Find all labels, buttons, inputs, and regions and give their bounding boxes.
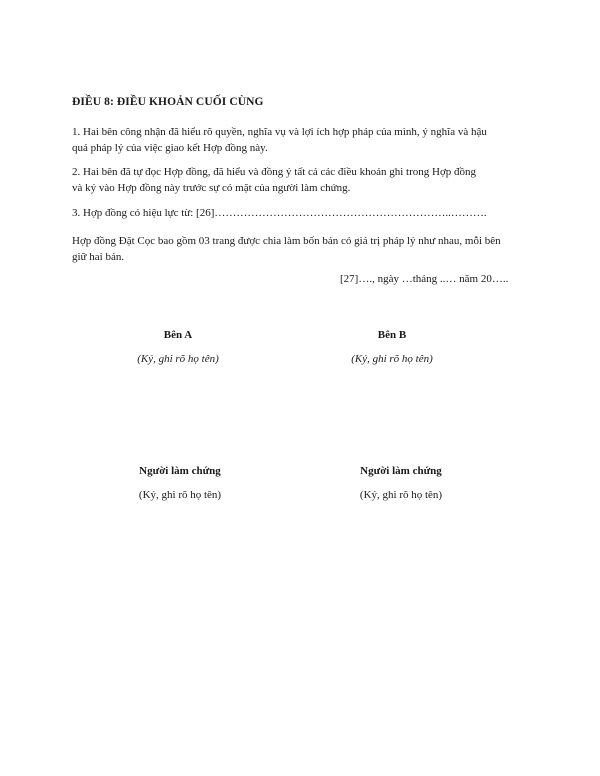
paragraph-line: giữ hai bản. [72, 251, 125, 263]
paragraph-line: Hợp đồng Đặt Cọc bao gồm 03 trang được chia làm bốn bản có giá trị pháp lý như nhau, mỗi bên [72, 235, 501, 247]
paragraph-line: 1. Hai bên công nhận đã hiểu rõ quyền, nghĩa vụ và lợi ích hợp pháp của mình, ý nghĩa và hậu [72, 126, 487, 138]
paragraph-acknowledgement [72, 124, 532, 156]
paragraph-copies [72, 233, 532, 265]
paragraph-agreement [72, 164, 532, 196]
signature-block-party-a [88, 329, 268, 365]
signature-role: Bên A [163, 329, 193, 341]
paragraph-line: và ký vào Hợp đồng này trước sự có mặt của người làm chứng. [72, 182, 351, 194]
signature-role: Bên B [377, 329, 407, 341]
signature-note: (Ký, ghi rõ họ tên) [351, 353, 433, 365]
paragraph-line: 3. Hợp đồng có hiệu lực từ: [26]………………………………………………………..………. [72, 207, 487, 219]
signature-note: (Ký, ghi rõ họ tên) [138, 489, 222, 501]
signature-block-witness-2 [311, 465, 491, 501]
signature-block-witness-1 [90, 465, 270, 501]
article-heading: ĐIỀU 8: ĐIỀU KHOẢN CUỐI CÙNG [72, 96, 264, 108]
paragraph-line: 2. Hai bên đã tự đọc Hợp đồng, đã hiểu và đồng ý tất cả các điều khoản ghi trong Hợp đồng [72, 166, 477, 178]
signature-note: (Ký, ghi rõ họ tên) [359, 489, 443, 501]
signature-block-party-b [302, 329, 482, 365]
signature-role: Người làm chứng [139, 465, 221, 477]
signature-note: (Ký, ghi rõ họ tên) [137, 353, 219, 365]
signature-role: Người làm chứng [360, 465, 442, 477]
place-date-line: [27]…., ngày …tháng ..… năm 20….. [340, 273, 509, 285]
paragraph-line: quả pháp lý của việc giao kết Hợp đồng này. [72, 142, 268, 154]
paragraph-effective-date [72, 205, 532, 221]
